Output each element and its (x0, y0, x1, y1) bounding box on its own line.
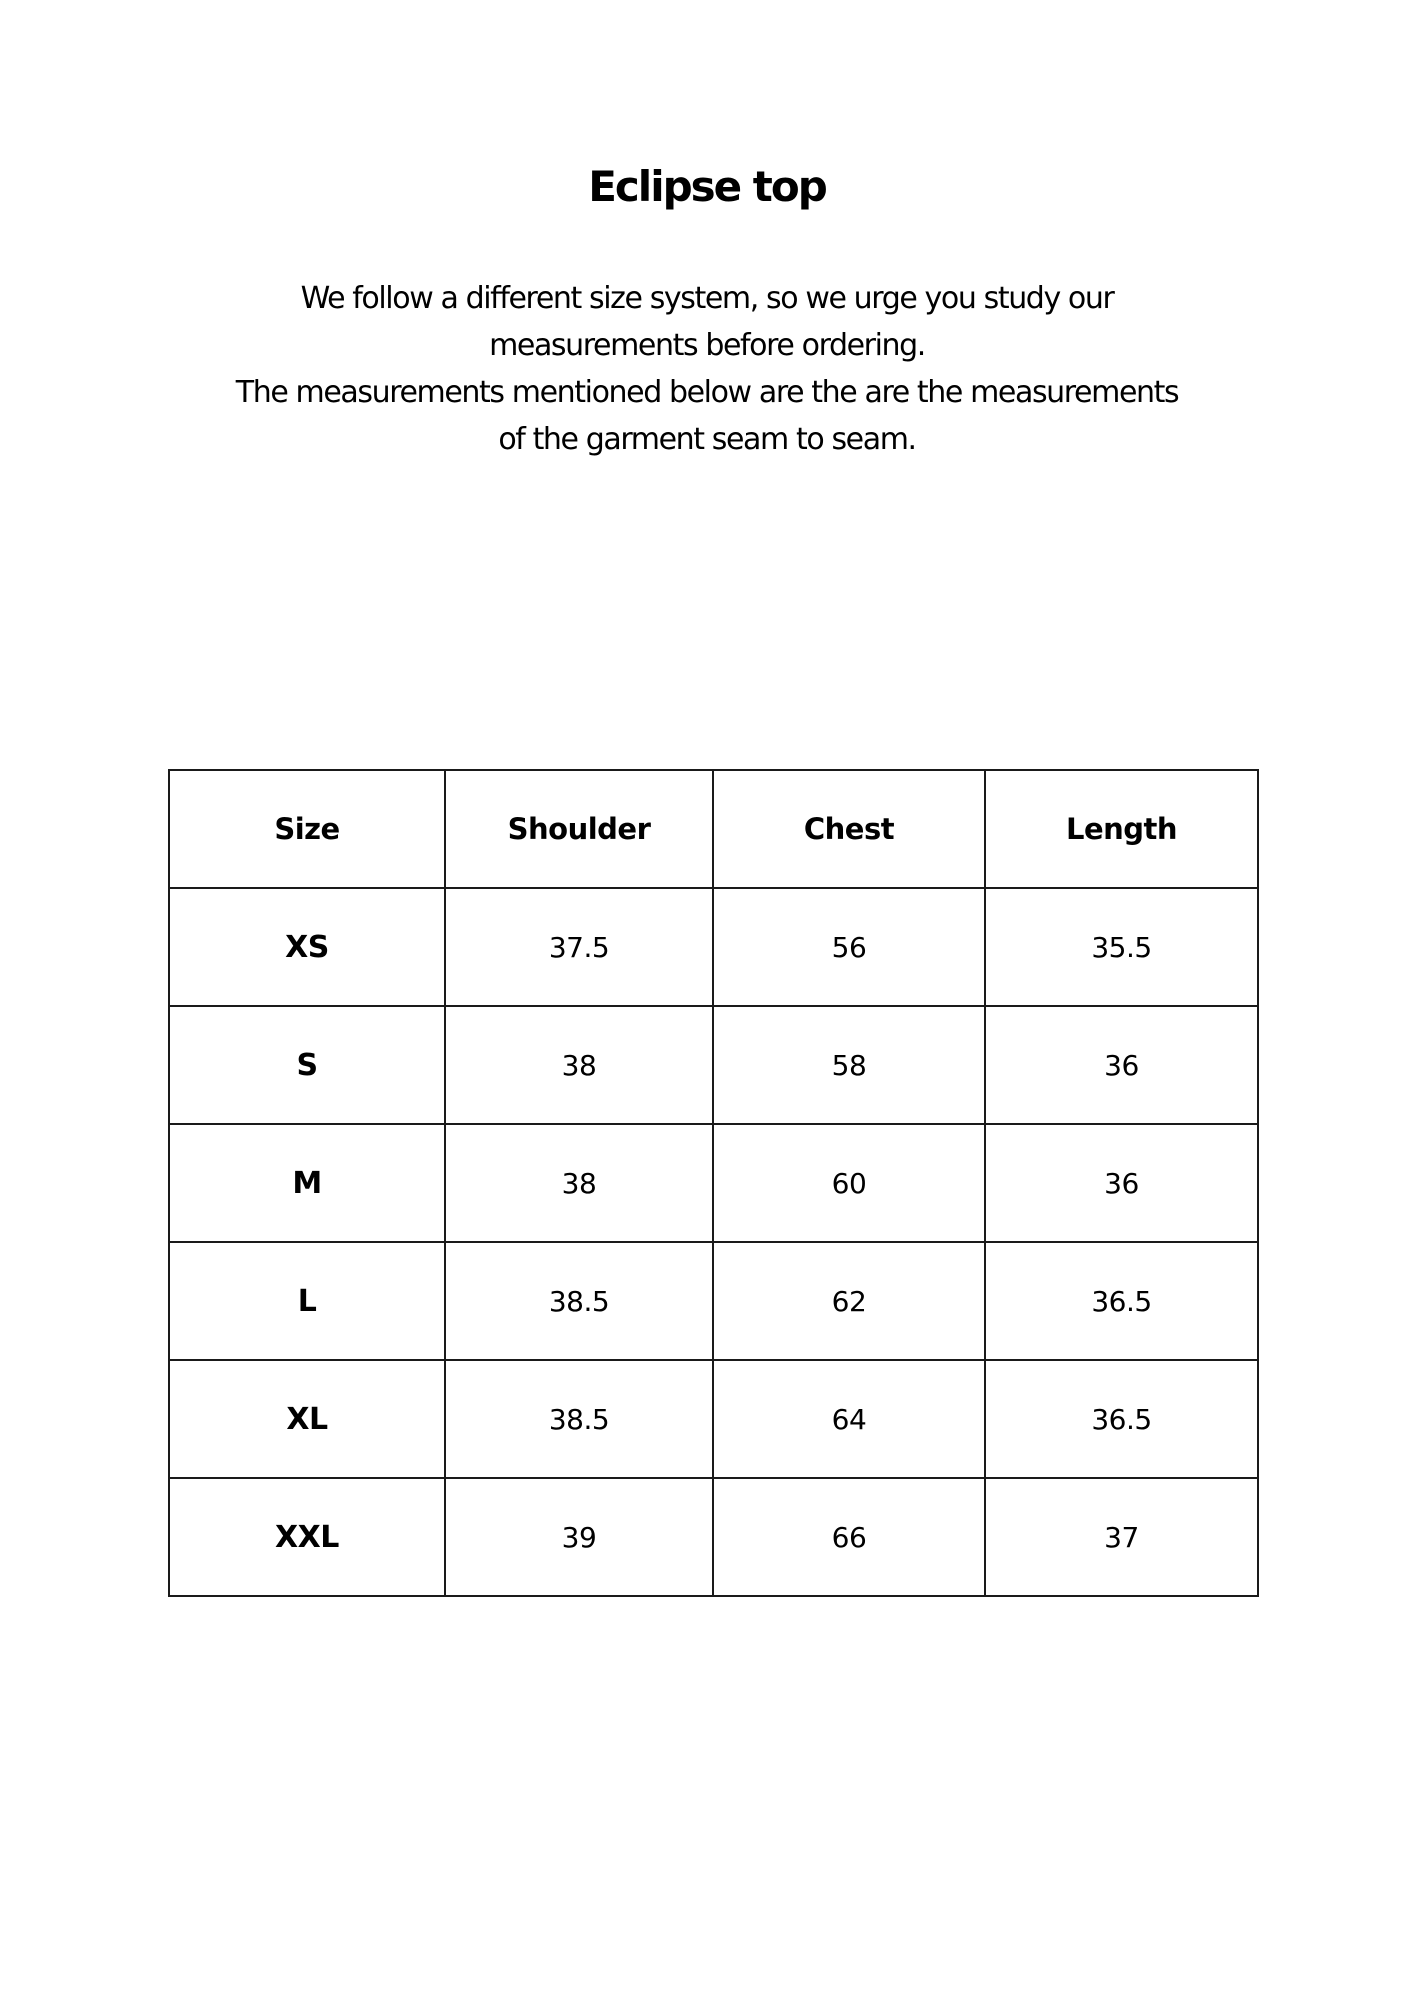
table-row (169, 1478, 1258, 1596)
shoulder-cell: 38 (445, 1006, 713, 1124)
table-row (169, 1124, 1258, 1242)
intro-line: measurements before ordering. (489, 328, 925, 363)
length-cell: 36.5 (985, 1360, 1258, 1478)
size-cell: L (169, 1242, 445, 1360)
length-cell: 35.5 (985, 888, 1258, 1006)
size-cell: XL (169, 1360, 445, 1478)
header-size: Size (169, 770, 445, 888)
chest-cell: 56 (713, 888, 985, 1006)
shoulder-cell: 38 (445, 1124, 713, 1242)
table-row (169, 1242, 1258, 1360)
size-cell: S (169, 1006, 445, 1124)
shoulder-cell: 39 (445, 1478, 713, 1596)
size-cell: XXL (169, 1478, 445, 1596)
table-row (169, 1360, 1258, 1478)
chest-cell: 60 (713, 1124, 985, 1242)
chest-cell: 58 (713, 1006, 985, 1124)
table-header-row (169, 770, 1258, 888)
length-cell: 36 (985, 1006, 1258, 1124)
page-title: Eclipse top (588, 162, 826, 212)
intro-line: The measurements mentioned below are the are the measurements (235, 375, 1179, 410)
shoulder-cell: 38.5 (445, 1360, 713, 1478)
header-length: Length (985, 770, 1258, 888)
header-chest: Chest (713, 770, 985, 888)
intro-text (170, 275, 1244, 463)
intro-line: of the garment seam to seam. (498, 422, 916, 457)
shoulder-cell: 38.5 (445, 1242, 713, 1360)
length-cell: 36.5 (985, 1242, 1258, 1360)
size-cell: M (169, 1124, 445, 1242)
size-chart-table (168, 769, 1259, 1597)
length-cell: 36 (985, 1124, 1258, 1242)
table-row (169, 888, 1258, 1006)
chest-cell: 64 (713, 1360, 985, 1478)
header-shoulder: Shoulder (445, 770, 713, 888)
length-cell: 37 (985, 1478, 1258, 1596)
shoulder-cell: 37.5 (445, 888, 713, 1006)
table-row (169, 1006, 1258, 1124)
chest-cell: 66 (713, 1478, 985, 1596)
intro-line: We follow a different size system, so we urge you study our (300, 281, 1114, 316)
size-cell: XS (169, 888, 445, 1006)
chest-cell: 62 (713, 1242, 985, 1360)
